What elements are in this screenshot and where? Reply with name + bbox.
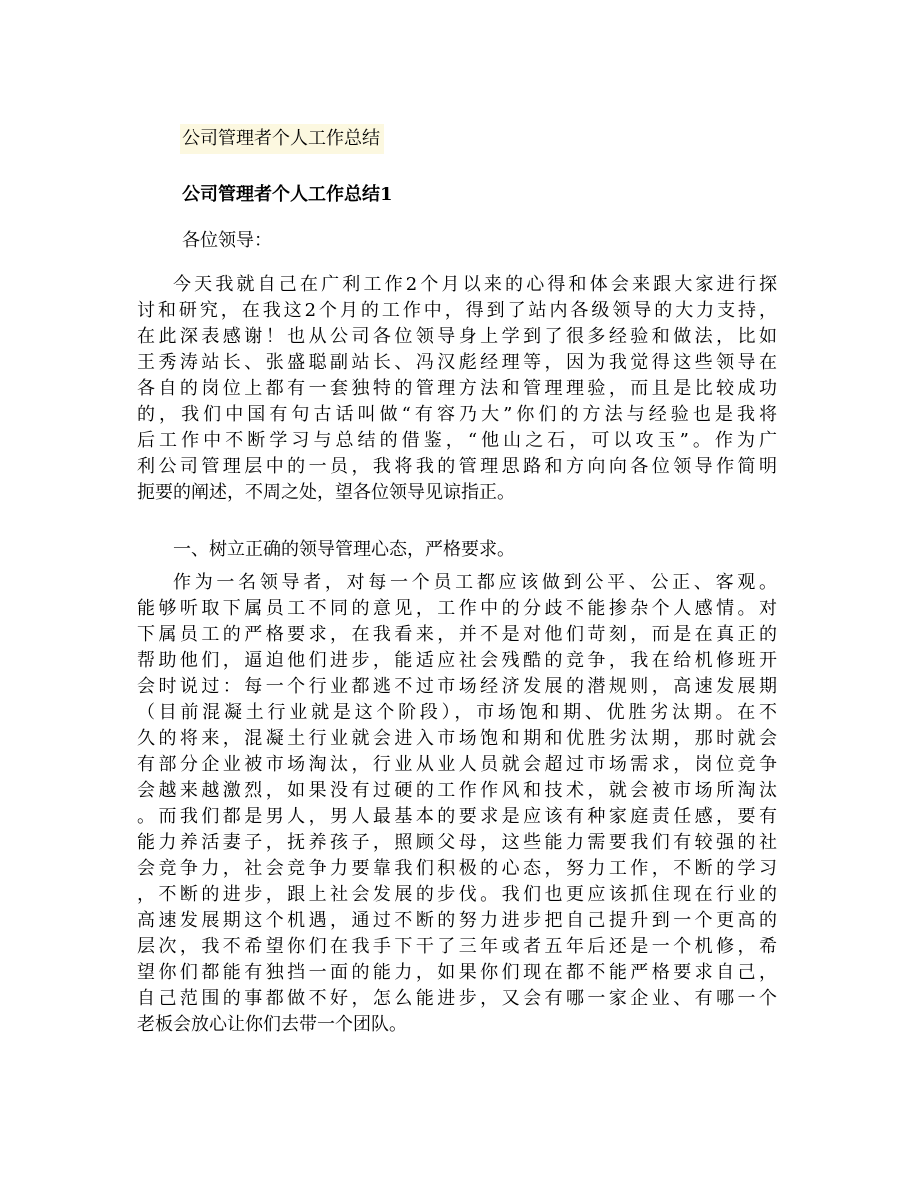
paragraph-line: 会越来越激烈，如果没有过硬的工作作风和技术，就会被市场所淘汰	[137, 780, 777, 801]
paragraph-line: 一、树立正确的领导管理心态，严格要求。	[173, 539, 515, 560]
paragraph-line: 帮助他们，逼迫他们进步，能适应社会残酷的竞争，我在给机修班开	[137, 650, 777, 671]
paragraph-line: 今天我就自己在广利工作2个月以来的心得和体会来跟大家进行探	[173, 274, 777, 295]
paragraph-point-heading	[137, 537, 515, 563]
paragraph-line: （目前混凝土行业就是这个阶段），市场饱和期、优胜劣汰期。在不	[137, 702, 777, 723]
paragraph-intro	[137, 272, 777, 506]
paragraph-line: 能力养活妻子，抚养孩子，照顾父母，这些能力需要我们有较强的社	[137, 832, 777, 853]
paragraph-line: 扼要的阐述，不周之处，望各位领导见谅指正。	[137, 482, 515, 503]
paragraph-line: 下属员工的严格要求，在我看来，并不是对他们苛刻，而是在真正的	[137, 624, 777, 645]
paragraph-line: 有部分企业被市场淘汰，行业从业人员就会超过市场需求，岗位竞争	[137, 754, 777, 775]
paragraph-line: 。而我们都是男人，男人最基本的要求是应该有种家庭责任感，要有	[137, 806, 777, 827]
paragraph-line: 望你们都能有独挡一面的能力，如果你们现在都不能严格要求自己，	[137, 962, 777, 983]
paragraph-line: 讨和研究，在我这2个月的工作中，得到了站内各级领导的大力支持，	[137, 300, 777, 321]
paragraph-line: 会时说过：每一个行业都逃不过市场经济发展的潜规则，高速发展期	[137, 676, 777, 697]
paragraph-line: ，不断的进步，跟上社会发展的步伐。我们也更应该抓住现在行业的	[137, 884, 777, 905]
paragraph-line: 王秀涛站长、张盛聪副站长、冯汉彪经理等，因为我觉得这些领导在	[137, 352, 777, 373]
paragraph-line: 在此深表感谢！也从公司各位领导身上学到了很多经验和做法，比如	[137, 326, 777, 347]
paragraph-line: 层次，我不希望你们在我手下干了三年或者五年后还是一个机修，希	[137, 936, 777, 957]
paragraph-line: 自己范围的事都做不好，怎么能进步，又会有哪一家企业、有哪一个	[137, 988, 777, 1009]
paragraph-line: 的，我们中国有句古话叫做“有容乃大”你们的方法与经验也是我将	[137, 404, 777, 425]
document-title: 公司管理者个人工作总结	[180, 124, 384, 154]
paragraph-line: 老板会放心让你们去带一个团队。	[137, 1014, 407, 1035]
paragraph-body	[137, 570, 777, 1038]
paragraph-line: 能够听取下属员工不同的意见，工作中的分歧不能掺杂个人感情。对	[137, 598, 777, 619]
paragraph-line: 久的将来，混凝土行业就会进入市场饱和期和优胜劣汰期，那时就会	[137, 728, 777, 749]
paragraph-line: 会竞争力，社会竞争力要靠我们积极的心态，努力工作，不断的学习	[137, 858, 777, 879]
paragraph-line: 各自的岗位上都有一套独特的管理方法和管理理验，而且是比较成功	[137, 378, 777, 399]
paragraph-line: 后工作中不断学习与总结的借鉴，“他山之石，可以攻玉”。作为广	[137, 430, 777, 451]
salutation: 各位领导：	[182, 230, 272, 251]
paragraph-line: 作为一名领导者，对每一个员工都应该做到公平、公正、客观。	[173, 572, 777, 593]
section-heading: 公司管理者个人工作总结1	[182, 184, 393, 205]
paragraph-line: 高速发展期这个机遇，通过不断的努力进步把自己提升到一个更高的	[137, 910, 777, 931]
paragraph-line: 利公司管理层中的一员，我将我的管理思路和方向向各位领导作简明	[137, 456, 777, 477]
